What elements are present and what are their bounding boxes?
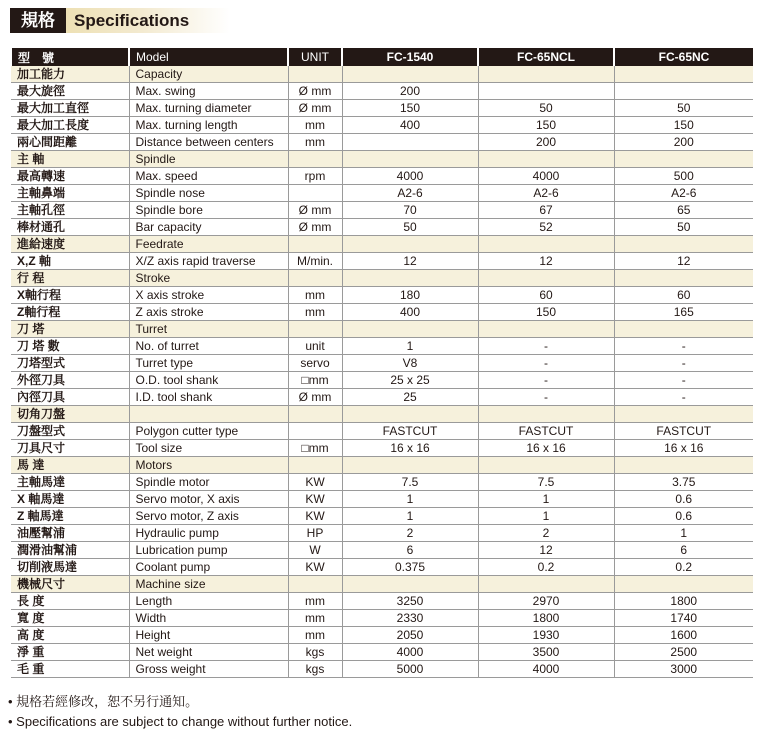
section-row [11, 66, 753, 83]
cell-fc-65nc: 50 [614, 219, 753, 236]
section-row [11, 576, 753, 593]
cell-fc-65nc: 200 [614, 134, 753, 151]
header-unit: UNIT [288, 48, 342, 66]
cell-label-en: X/Z axis rapid traverse [129, 253, 288, 270]
header-fc-65ncl: FC-65NCL [478, 48, 614, 66]
cell-unit: Ø mm [288, 219, 342, 236]
cell-label-zh: 高 度 [11, 627, 129, 644]
cell-unit [288, 406, 342, 423]
cell-fc-1540: 150 [342, 100, 478, 117]
cell-label-zh: 馬 達 [11, 457, 129, 474]
cell-fc-65nc: 1 [614, 525, 753, 542]
cell-fc-1540: 25 [342, 389, 478, 406]
cell-fc-65ncl: 52 [478, 219, 614, 236]
cell-fc-65nc [614, 321, 753, 338]
cell-label-en: Bar capacity [129, 219, 288, 236]
cell-label-zh: 切角刀盤 [11, 406, 129, 423]
cell-fc-65ncl [478, 83, 614, 100]
cell-unit: mm [288, 627, 342, 644]
cell-fc-1540: 5000 [342, 661, 478, 678]
cell-fc-1540 [342, 236, 478, 253]
cell-label-en: Max. speed [129, 168, 288, 185]
table-row [11, 593, 753, 610]
cell-fc-65nc: 12 [614, 253, 753, 270]
cell-label-en [129, 406, 288, 423]
cell-label-en: Net weight [129, 644, 288, 661]
table-row [11, 542, 753, 559]
header-fc-1540: FC-1540 [342, 48, 478, 66]
table-row [11, 610, 753, 627]
cell-fc-65ncl: 12 [478, 542, 614, 559]
cell-unit: W [288, 542, 342, 559]
cell-fc-65ncl: 1 [478, 491, 614, 508]
cell-label-en: Servo motor, X axis [129, 491, 288, 508]
cell-fc-65ncl: 3500 [478, 644, 614, 661]
cell-fc-65ncl: 12 [478, 253, 614, 270]
cell-fc-65ncl: 67 [478, 202, 614, 219]
cell-label-zh: 刀 塔 數 [11, 338, 129, 355]
cell-unit: mm [288, 117, 342, 134]
cell-label-en: Max. turning length [129, 117, 288, 134]
cell-label-zh: 切削液馬達 [11, 559, 129, 576]
cell-label-zh: 刀具尺寸 [11, 440, 129, 457]
cell-fc-65nc [614, 270, 753, 287]
cell-fc-65nc [614, 66, 753, 83]
cell-unit: mm [288, 304, 342, 321]
cell-fc-1540 [342, 321, 478, 338]
cell-fc-1540: 3250 [342, 593, 478, 610]
cell-label-zh: X軸行程 [11, 287, 129, 304]
cell-fc-65ncl: 1 [478, 508, 614, 525]
cell-unit: mm [288, 610, 342, 627]
cell-label-en: Spindle motor [129, 474, 288, 491]
cell-fc-65nc: - [614, 355, 753, 372]
cell-unit: kgs [288, 644, 342, 661]
cell-fc-1540: 12 [342, 253, 478, 270]
note-zh: • 規格若經修改，恕不另行通知。 [8, 694, 199, 709]
cell-unit: mm [288, 134, 342, 151]
cell-unit [288, 423, 342, 440]
cell-unit: KW [288, 508, 342, 525]
cell-fc-65nc: - [614, 389, 753, 406]
cell-label-en: Machine size [129, 576, 288, 593]
table-row [11, 304, 753, 321]
cell-fc-65nc [614, 236, 753, 253]
cell-fc-65ncl: - [478, 355, 614, 372]
cell-fc-65ncl [478, 576, 614, 593]
cell-label-zh: 最大旋徑 [11, 83, 129, 100]
table-row [11, 168, 753, 185]
table-row [11, 661, 753, 678]
section-row [11, 321, 753, 338]
cell-fc-65ncl: 150 [478, 117, 614, 134]
cell-unit [288, 66, 342, 83]
cell-label-en: Hydraulic pump [129, 525, 288, 542]
cell-fc-65ncl [478, 151, 614, 168]
table-row [11, 627, 753, 644]
cell-label-zh: 最大加工直徑 [11, 100, 129, 117]
cell-unit: HP [288, 525, 342, 542]
cell-fc-1540: A2-6 [342, 185, 478, 202]
section-row [11, 406, 753, 423]
cell-fc-1540: 400 [342, 304, 478, 321]
section-row [11, 270, 753, 287]
cell-fc-1540: 1 [342, 508, 478, 525]
cell-fc-65ncl [478, 236, 614, 253]
cell-label-zh: 內徑刀具 [11, 389, 129, 406]
cell-label-zh: 主 軸 [11, 151, 129, 168]
cell-fc-65ncl: 1930 [478, 627, 614, 644]
cell-fc-65ncl: - [478, 372, 614, 389]
cell-unit: KW [288, 474, 342, 491]
cell-unit: Ø mm [288, 83, 342, 100]
cell-fc-1540 [342, 151, 478, 168]
table-row [11, 423, 753, 440]
cell-label-en: Capacity [129, 66, 288, 83]
cell-fc-65ncl: 16 x 16 [478, 440, 614, 457]
table-row [11, 474, 753, 491]
cell-unit [288, 321, 342, 338]
table-row [11, 134, 753, 151]
notes [8, 692, 352, 732]
cell-fc-65ncl [478, 406, 614, 423]
cell-fc-1540: 2 [342, 525, 478, 542]
note-en: • Specifications are subject to change without further notice. [8, 714, 353, 729]
cell-fc-65nc: 500 [614, 168, 753, 185]
cell-unit [288, 236, 342, 253]
cell-label-zh: 主軸馬達 [11, 474, 129, 491]
cell-label-en: Width [129, 610, 288, 627]
table-header [11, 48, 753, 66]
table-row [11, 559, 753, 576]
table-row [11, 287, 753, 304]
cell-unit: □mm [288, 440, 342, 457]
cell-fc-65nc [614, 457, 753, 474]
cell-fc-1540: 50 [342, 219, 478, 236]
cell-fc-1540 [342, 457, 478, 474]
cell-fc-65ncl: 2970 [478, 593, 614, 610]
cell-unit: Ø mm [288, 389, 342, 406]
cell-label-zh: 機械尺寸 [11, 576, 129, 593]
table-row [11, 508, 753, 525]
cell-fc-1540: 1 [342, 491, 478, 508]
cell-label-en: Spindle bore [129, 202, 288, 219]
cell-unit: Ø mm [288, 202, 342, 219]
cell-label-en: Spindle [129, 151, 288, 168]
cell-fc-65ncl: 7.5 [478, 474, 614, 491]
table-row [11, 100, 753, 117]
cell-fc-65ncl: A2-6 [478, 185, 614, 202]
cell-label-en: Tool size [129, 440, 288, 457]
cell-label-zh: 外徑刀具 [11, 372, 129, 389]
cell-fc-1540: 70 [342, 202, 478, 219]
cell-label-en: Servo motor, Z axis [129, 508, 288, 525]
table-row [11, 389, 753, 406]
cell-label-zh: 毛 重 [11, 661, 129, 678]
cell-fc-1540: 200 [342, 83, 478, 100]
cell-fc-65nc: 1600 [614, 627, 753, 644]
table-row [11, 440, 753, 457]
cell-label-zh: 加工能力 [11, 66, 129, 83]
cell-unit: □mm [288, 372, 342, 389]
cell-unit: KW [288, 491, 342, 508]
cell-label-en: I.D. tool shank [129, 389, 288, 406]
cell-fc-1540: 4000 [342, 644, 478, 661]
cell-fc-65nc [614, 83, 753, 100]
cell-label-en: Distance between centers [129, 134, 288, 151]
header-model: Model [129, 48, 288, 66]
cell-fc-65nc: - [614, 372, 753, 389]
cell-fc-65nc: 150 [614, 117, 753, 134]
cell-label-zh: Z 軸馬達 [11, 508, 129, 525]
cell-fc-65nc: 65 [614, 202, 753, 219]
cell-unit: servo [288, 355, 342, 372]
cell-fc-65nc [614, 576, 753, 593]
cell-fc-65ncl: 0.2 [478, 559, 614, 576]
cell-fc-65ncl: 200 [478, 134, 614, 151]
cell-label-zh: 行 程 [11, 270, 129, 287]
cell-label-en: Lubrication pump [129, 542, 288, 559]
cell-label-en: Max. turning diameter [129, 100, 288, 117]
cell-label-en: Height [129, 627, 288, 644]
cell-fc-65nc: 0.2 [614, 559, 753, 576]
cell-label-zh: Z軸行程 [11, 304, 129, 321]
cell-unit [288, 457, 342, 474]
cell-fc-65ncl: 50 [478, 100, 614, 117]
cell-fc-65ncl: 60 [478, 287, 614, 304]
cell-label-en: Feedrate [129, 236, 288, 253]
cell-fc-65nc: 165 [614, 304, 753, 321]
cell-fc-65nc [614, 151, 753, 168]
cell-fc-1540: 2050 [342, 627, 478, 644]
cell-fc-1540: 4000 [342, 168, 478, 185]
cell-fc-65nc: A2-6 [614, 185, 753, 202]
cell-fc-65ncl [478, 321, 614, 338]
cell-fc-65nc: 1740 [614, 610, 753, 627]
cell-label-zh: 刀 塔 [11, 321, 129, 338]
cell-fc-65ncl [478, 270, 614, 287]
cell-fc-1540: 1 [342, 338, 478, 355]
cell-fc-1540: 180 [342, 287, 478, 304]
cell-unit [288, 270, 342, 287]
cell-fc-1540: 7.5 [342, 474, 478, 491]
cell-unit: mm [288, 593, 342, 610]
cell-label-zh: X,Z 軸 [11, 253, 129, 270]
cell-label-zh: 兩心間距離 [11, 134, 129, 151]
cell-unit: kgs [288, 661, 342, 678]
cell-fc-65ncl [478, 66, 614, 83]
title-en: Specifications [74, 11, 190, 30]
cell-fc-65nc: 6 [614, 542, 753, 559]
cell-unit: unit [288, 338, 342, 355]
cell-fc-1540: V8 [342, 355, 478, 372]
cell-fc-65nc: 2500 [614, 644, 753, 661]
cell-unit: KW [288, 559, 342, 576]
cell-label-zh: 主軸鼻端 [11, 185, 129, 202]
cell-label-en: Z axis stroke [129, 304, 288, 321]
cell-fc-65ncl [478, 457, 614, 474]
cell-fc-1540: 6 [342, 542, 478, 559]
cell-fc-65nc: 0.6 [614, 491, 753, 508]
header-fc-65nc: FC-65NC [614, 48, 753, 66]
cell-label-en: Max. swing [129, 83, 288, 100]
cell-label-zh: 淨 重 [11, 644, 129, 661]
cell-label-en: Motors [129, 457, 288, 474]
cell-label-zh: 寬 度 [11, 610, 129, 627]
cell-fc-65nc: 16 x 16 [614, 440, 753, 457]
cell-fc-1540: 0.375 [342, 559, 478, 576]
cell-fc-65nc [614, 406, 753, 423]
cell-fc-65nc: 1800 [614, 593, 753, 610]
cell-unit: Ø mm [288, 100, 342, 117]
cell-fc-1540 [342, 66, 478, 83]
table-row [11, 644, 753, 661]
table-row [11, 219, 753, 236]
title-zh: 規格 [10, 8, 66, 33]
cell-label-en: Stroke [129, 270, 288, 287]
cell-label-zh: 潤滑油幫浦 [11, 542, 129, 559]
cell-fc-65ncl: FASTCUT [478, 423, 614, 440]
cell-unit [288, 151, 342, 168]
cell-fc-65ncl: 4000 [478, 661, 614, 678]
cell-label-en: Polygon cutter type [129, 423, 288, 440]
table-row [11, 253, 753, 270]
cell-label-zh: 長 度 [11, 593, 129, 610]
cell-label-en: X axis stroke [129, 287, 288, 304]
cell-unit [288, 576, 342, 593]
cell-fc-65nc: 0.6 [614, 508, 753, 525]
table-row [11, 202, 753, 219]
cell-label-zh: X 軸馬達 [11, 491, 129, 508]
cell-fc-1540: 16 x 16 [342, 440, 478, 457]
cell-label-en: No. of turret [129, 338, 288, 355]
cell-label-en: Coolant pump [129, 559, 288, 576]
table-row [11, 491, 753, 508]
header-model-zh: 型 號 [11, 48, 129, 66]
table-row [11, 338, 753, 355]
cell-label-en: O.D. tool shank [129, 372, 288, 389]
cell-label-en: Turret [129, 321, 288, 338]
table-row [11, 525, 753, 542]
table-row [11, 117, 753, 134]
cell-label-zh: 進給速度 [11, 236, 129, 253]
cell-label-zh: 油壓幫浦 [11, 525, 129, 542]
table-row [11, 355, 753, 372]
cell-unit [288, 185, 342, 202]
cell-fc-65nc: - [614, 338, 753, 355]
cell-label-zh: 最大加工長度 [11, 117, 129, 134]
cell-fc-65ncl: - [478, 389, 614, 406]
cell-label-zh: 刀塔型式 [11, 355, 129, 372]
cell-fc-65ncl: 2 [478, 525, 614, 542]
table-row [11, 372, 753, 389]
cell-fc-65nc: FASTCUT [614, 423, 753, 440]
cell-fc-1540: 25 x 25 [342, 372, 478, 389]
cell-fc-1540: FASTCUT [342, 423, 478, 440]
cell-label-en: Spindle nose [129, 185, 288, 202]
section-row [11, 151, 753, 168]
cell-fc-65ncl: 1800 [478, 610, 614, 627]
cell-fc-1540: 400 [342, 117, 478, 134]
cell-fc-65ncl: 150 [478, 304, 614, 321]
cell-unit: mm [288, 287, 342, 304]
cell-fc-65ncl: 4000 [478, 168, 614, 185]
table-row [11, 83, 753, 100]
cell-fc-1540 [342, 270, 478, 287]
cell-fc-65nc: 3000 [614, 661, 753, 678]
cell-label-en: Length [129, 593, 288, 610]
specifications-table [10, 48, 753, 678]
cell-fc-1540 [342, 576, 478, 593]
section-row [11, 236, 753, 253]
cell-fc-1540 [342, 406, 478, 423]
cell-fc-65nc: 60 [614, 287, 753, 304]
cell-fc-65nc: 3.75 [614, 474, 753, 491]
cell-label-zh: 刀盤型式 [11, 423, 129, 440]
cell-label-zh: 棒材通孔 [11, 219, 129, 236]
cell-label-en: Gross weight [129, 661, 288, 678]
section-row [11, 457, 753, 474]
cell-fc-65nc: 50 [614, 100, 753, 117]
cell-label-zh: 最高轉速 [11, 168, 129, 185]
table-row [11, 185, 753, 202]
cell-label-en: Turret type [129, 355, 288, 372]
section-title [10, 8, 230, 33]
cell-fc-1540: 2330 [342, 610, 478, 627]
cell-label-zh: 主軸孔徑 [11, 202, 129, 219]
cell-fc-1540 [342, 134, 478, 151]
cell-unit: M/min. [288, 253, 342, 270]
cell-fc-65ncl: - [478, 338, 614, 355]
cell-unit: rpm [288, 168, 342, 185]
